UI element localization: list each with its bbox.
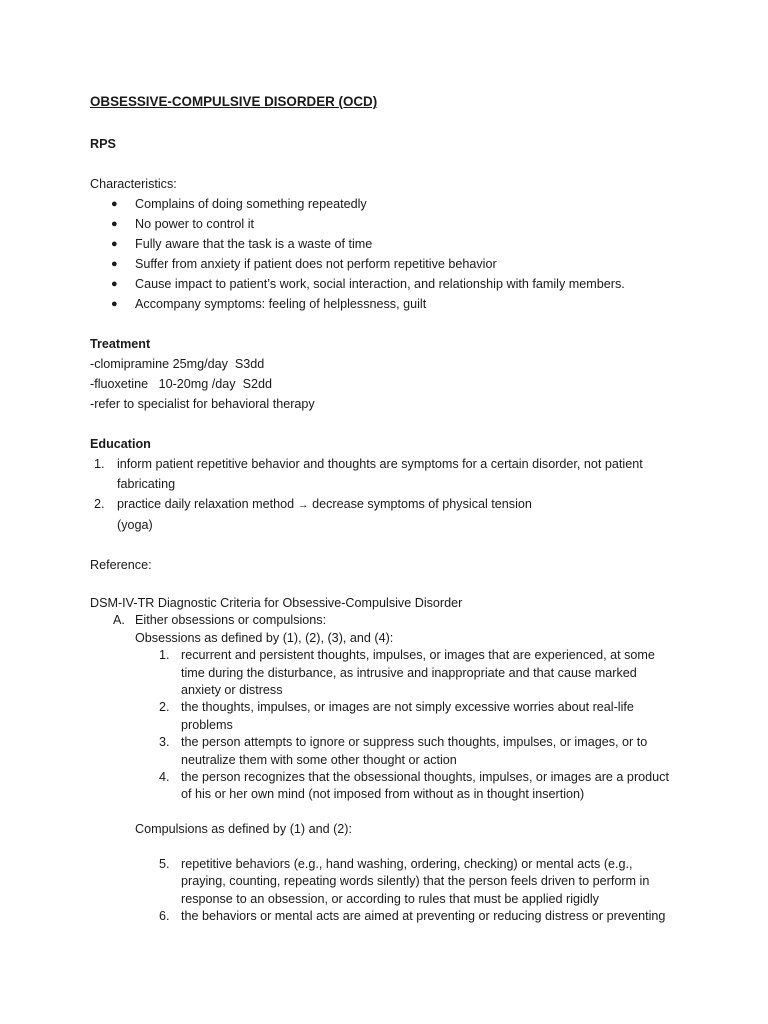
list-item: ● Cause impact to patient’s work, social interaction, and relationship with family members. [90, 274, 680, 294]
arrow-right-icon: → [297, 499, 309, 511]
compulsions-list [90, 856, 680, 926]
list-item: ● Fully aware that the task is a waste of time [90, 234, 680, 254]
characteristics-list [90, 194, 680, 314]
treatment-line: -fluoxetine 10-20mg /day S2dd [90, 377, 273, 391]
bullet-icon: ● [111, 298, 118, 310]
criterion-a: A. Either obsessions or compulsions: [113, 613, 327, 628]
document-page [90, 90, 680, 926]
rps-label: RPS [90, 137, 116, 151]
dsm-title: DSM-IV-TR Diagnostic Criteria for Obsessive-Compulsive Disorder [90, 596, 463, 610]
page-title: OBSESSIVE-COMPULSIVE DISORDER (OCD) [90, 94, 378, 109]
list-item: 5. repetitive behaviors (e.g., hand washing, ordering, checking) or mental acts (e.g., praying, counting, repeating words silently) that the person feels driven to perform in response to an obsession, or according to rules that must be applied rigidly [159, 857, 650, 906]
list-item: 1. recurrent and persistent thoughts, impulses, or images that are experienced, at some time during the disturbance, as intrusive and inappropriate and that cause marked anxiety or distress [159, 648, 655, 698]
list-item: ● Suffer from anxiety if patient does not perform repetitive behavior [90, 254, 680, 274]
bullet-icon: ● [111, 258, 118, 270]
bullet-icon: ● [111, 238, 118, 250]
list-item: 2. practice daily relaxation method → decrease symptoms of physical tension (yoga) [94, 497, 532, 532]
list-item: ● No power to control it [90, 214, 680, 234]
list-item: ● Accompany symptoms: feeling of helplessness, guilt [90, 294, 680, 314]
list-item: 6. the behaviors or mental acts are aimed at preventing or reducing distress or preventing [159, 909, 666, 924]
list-item: 4. the person recognizes that the obsessional thoughts, impulses, or images are a product of his or her own mind (not imposed from without as in thought insertion) [159, 770, 669, 802]
bullet-icon: ● [111, 198, 118, 210]
education-list [90, 454, 680, 535]
dsm-criteria [90, 595, 680, 926]
bullet-icon: ● [111, 218, 118, 230]
characteristics-heading: Characteristics: [90, 177, 177, 191]
obsessions-intro: Obsessions as defined by (1), (2), (3), and (4): [135, 630, 394, 645]
reference-label: Reference: [90, 558, 152, 572]
list-item: 3. the person attempts to ignore or suppress such thoughts, impulses, or images, or to neutralize them with some other thought or action [159, 735, 648, 767]
list-item: ● Complains of doing something repeatedly [90, 194, 680, 214]
bullet-icon: ● [111, 278, 118, 290]
education-heading: Education [90, 437, 151, 451]
treatment-line: -clomipramine 25mg/day S3dd [90, 357, 265, 371]
treatment-heading: Treatment [90, 337, 151, 351]
obsessions-list [90, 647, 680, 804]
list-item: 2. the thoughts, impulses, or images are not simply excessive worries about real-life problems [159, 700, 634, 732]
compulsions-intro: Compulsions as defined by (1) and (2): [135, 822, 353, 837]
treatment-line: -refer to specialist for behavioral therapy [90, 397, 315, 411]
list-item: 1. inform patient repetitive behavior and thoughts are symptoms for a certain disorder, not patient fabricating [94, 457, 643, 491]
